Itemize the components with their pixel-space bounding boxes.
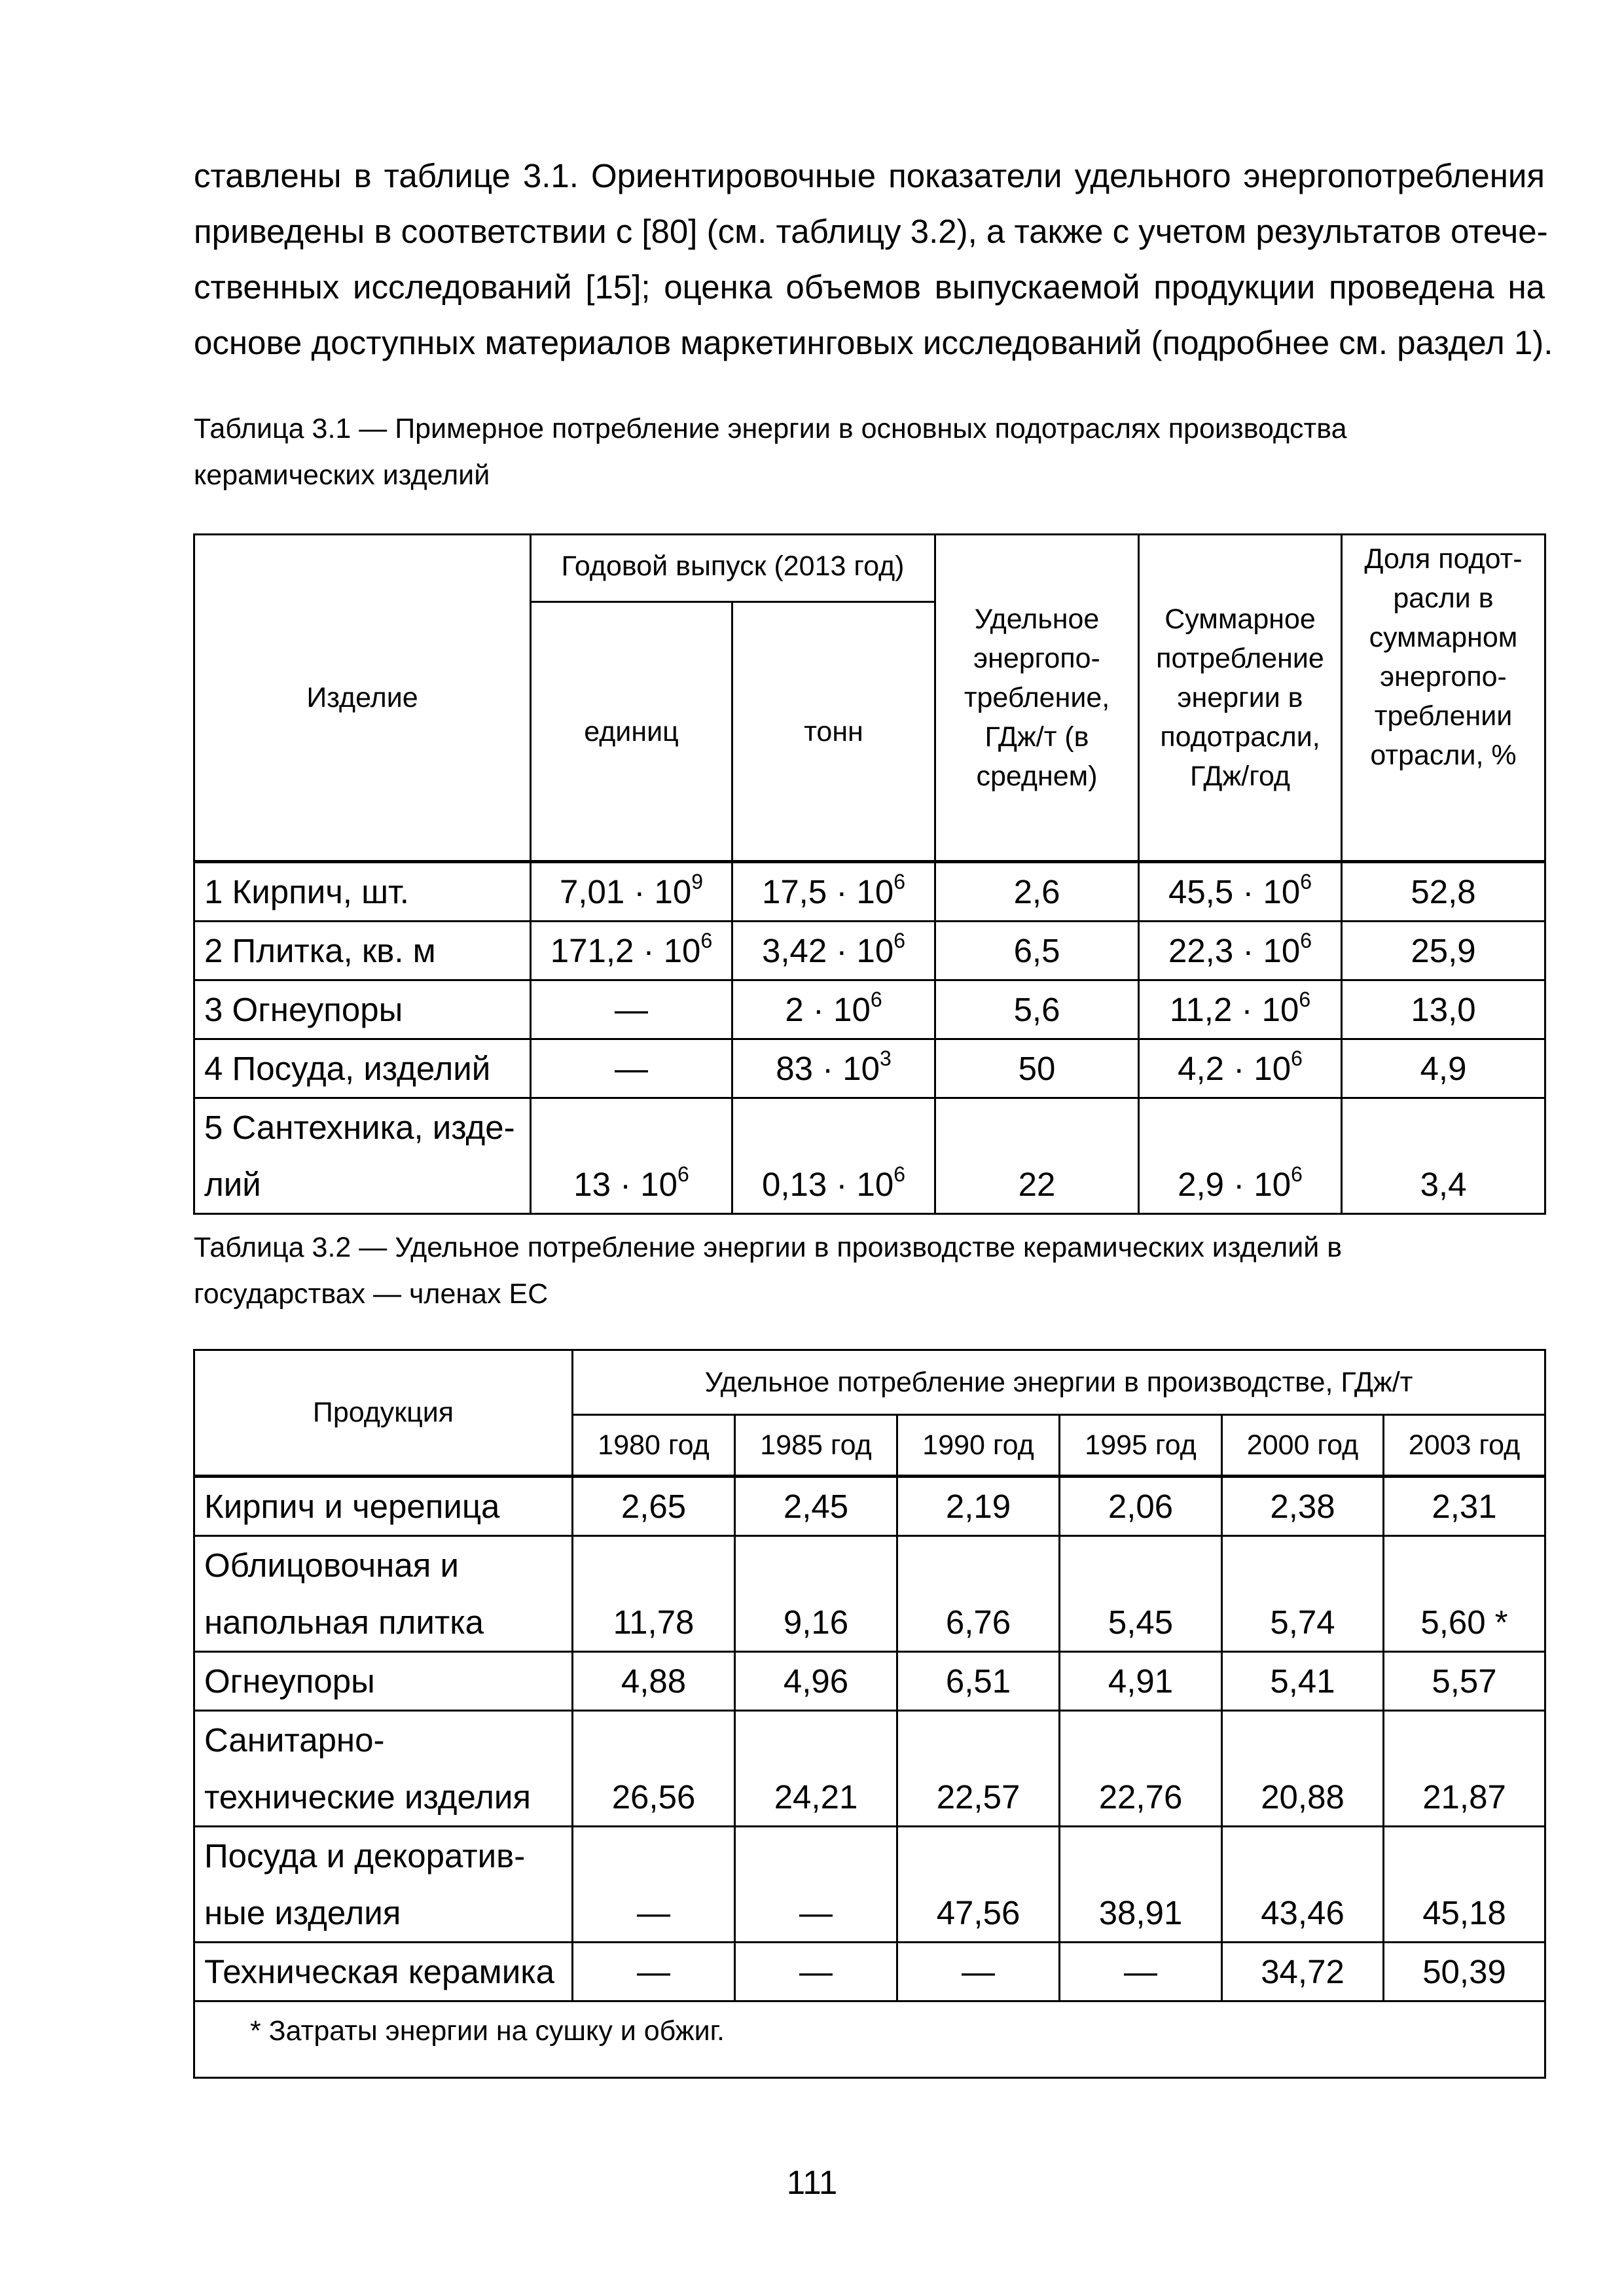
header-line: энергопо- [1380,661,1507,692]
cell-share: 4,9 [1342,1039,1545,1098]
header-total [1139,535,1342,862]
cell-value: 2,31 [1384,1477,1545,1536]
cell-specific: 2,6 [935,862,1139,922]
cell-value: 5,74 [1222,1536,1384,1652]
header-year: 1985 год [735,1415,897,1477]
table-row [194,1711,1545,1827]
cell-name: 1 Кирпич, шт. [194,862,531,922]
cell-units: — [531,980,732,1039]
cell-name: Санитарно-технические изделия [194,1711,573,1827]
cell-value: 22,57 [897,1711,1060,1827]
cell-value: 47,56 [897,1827,1060,1943]
header-product: Изделие [194,535,531,862]
cell-specific: 6,5 [935,922,1139,980]
cell-value: — [897,1943,1060,2001]
table-row [194,1039,1545,1098]
table2-caption [194,1225,1545,1318]
cell-tons: $3,42 \cdot 10^6$ [732,922,935,980]
table1-caption [194,406,1545,499]
header-line: потребление [1156,643,1324,674]
header-line: Суммарное [1164,603,1316,635]
cell-specific: 5,6 [935,980,1139,1039]
cell-value: 50,39 [1384,1943,1545,2001]
header-year: 2003 год [1384,1415,1545,1477]
cell-value: 20,88 [1222,1711,1384,1827]
cell-value: 5,41 [1222,1652,1384,1711]
header-year: 1995 год [1060,1415,1222,1477]
table-row [194,1943,1545,2001]
table-row [194,980,1545,1039]
body-line: ственных исследований [15]; оценка объемов выпускаемой продукции проведена на [194,268,1545,306]
cell-value: 2,65 [573,1477,735,1536]
cell-value: 24,21 [735,1711,897,1827]
table-row [194,1477,1545,1536]
page-number: 111 [786,2164,838,2201]
cell-value: 5,60 * [1384,1536,1545,1652]
table-row [194,1652,1545,1711]
cell-total: $11,2 \cdot 10^6$ [1139,980,1342,1039]
cell-specific: 50 [935,1039,1139,1098]
cell-name: 4 Посуда, изделий [194,1039,531,1098]
cell-name: 3 Огнеупоры [194,980,531,1039]
cell-value: 11,78 [573,1536,735,1652]
header-line: энергии в [1177,682,1303,713]
header-annual-output: Годовой выпуск (2013 год) [531,535,935,602]
header-line: Удельное [974,603,1100,635]
body-paragraph [194,148,1553,370]
header-line: ГДж/т (в [984,721,1089,753]
cell-share: 25,9 [1342,922,1545,980]
caption-line: Таблица 3.2 — Удельное потребление энергии в производстве керамических изделий в [194,1232,1343,1263]
cell-share: 52,8 [1342,862,1545,922]
cell-tons: $2 \cdot 10^6$ [732,980,935,1039]
cell-name: 2 Плитка, кв. м [194,922,531,980]
cell-value: 38,91 [1060,1827,1222,1943]
cell-value: — [573,1943,735,2001]
caption-line: Таблица 3.1 — Примерное потребление энергии в основных подотраслях производства [194,413,1347,444]
header-year: 2000 год [1222,1415,1384,1477]
cell-tons: $0,13 \cdot 10^6$ [732,1098,935,1214]
cell-value: 6,76 [897,1536,1060,1652]
cell-value: 22,76 [1060,1711,1222,1827]
header-specific [935,535,1139,862]
cell-value: 4,91 [1060,1652,1222,1711]
cell-total: $45,5 \cdot 10^6$ [1139,862,1342,922]
cell-value: 2,06 [1060,1477,1222,1536]
cell-value: 9,16 [735,1536,897,1652]
cell-name: Облицовочная и напольная плитка [194,1536,573,1652]
cell-value: 34,72 [1222,1943,1384,2001]
cell-name: Огнеупоры [194,1652,573,1711]
table-row [194,1536,1545,1652]
header-units: единиц [531,602,732,862]
cell-share: 13,0 [1342,980,1545,1039]
table-row [194,862,1545,922]
header-line: среднем) [976,761,1098,792]
cell-value: 5,45 [1060,1536,1222,1652]
cell-value: 4,88 [573,1652,735,1711]
cell-value: — [1060,1943,1222,2001]
body-line: ставлены в таблице 3.1. Ориентировочные показатели удельного энергопотребления [194,157,1545,194]
header-line: расли в [1393,583,1494,614]
cell-value: 2,19 [897,1477,1060,1536]
cell-value: 21,87 [1384,1711,1545,1827]
cell-total: $2,9 \cdot 10^6$ [1139,1098,1342,1214]
cell-units: $171,2 \cdot 10^6$ [531,922,732,980]
cell-value: — [735,1943,897,2001]
cell-total: $22,3 \cdot 10^6$ [1139,922,1342,980]
caption-line: государствах — членах ЕС [194,1278,549,1310]
cell-units: — [531,1039,732,1098]
cell-value: 6,51 [897,1652,1060,1711]
cell-name: 5 Сантехника, изде-лий [194,1098,531,1214]
body-line: приведены в соответствии с [80] (см. таблицу 3.2), а также с учетом результатов отече- [194,213,1548,250]
header-product: Продукция [194,1350,573,1477]
table1 [193,533,1546,1215]
header-line: ГДж/год [1189,761,1291,792]
header-line: Доля подот- [1364,543,1523,575]
cell-total: $4,2 \cdot 10^6$ [1139,1039,1342,1098]
header-line: суммарном [1369,622,1518,653]
cell-value: 45,18 [1384,1827,1545,1943]
cell-units: $7,01 \cdot 10^9$ [531,862,732,922]
header-tons: тонн [732,602,935,862]
header-line: подотрасли, [1160,721,1320,753]
cell-name: Посуда и декоратив-ные изделия [194,1827,573,1943]
cell-name: Кирпич и черепица [194,1477,573,1536]
cell-value: 4,96 [735,1652,897,1711]
table-row [194,922,1545,980]
cell-tons: $83 \cdot 10^3$ [732,1039,935,1098]
cell-value: — [735,1827,897,1943]
cell-tons: $17,5 \cdot 10^6$ [732,862,935,922]
header-line: требление, [964,682,1110,713]
body-line: основе доступных материалов маркетинговых исследований (подробнее см. раздел 1). [194,324,1553,361]
header-share [1342,535,1545,862]
cell-value: 5,57 [1384,1652,1545,1711]
cell-value: 26,56 [573,1711,735,1827]
cell-name: Техническая керамика [194,1943,573,2001]
header-line: треблении [1374,700,1513,732]
caption-line: керамических изделий [194,459,490,491]
table-row [194,1098,1545,1214]
header-year: 1990 год [897,1415,1060,1477]
header-line: отрасли, % [1370,740,1517,771]
cell-share: 3,4 [1342,1098,1545,1214]
cell-units: $13 \cdot 10^6$ [531,1098,732,1214]
cell-value: 2,45 [735,1477,897,1536]
header-group: Удельное потребление энергии в производстве, ГДж/т [573,1350,1545,1415]
table-note: * Затраты энергии на сушку и обжиг. [194,2001,1545,2078]
cell-value: 2,38 [1222,1477,1384,1536]
cell-value: — [573,1827,735,1943]
header-year: 1980 год [573,1415,735,1477]
cell-specific: 22 [935,1098,1139,1214]
header-line: энергопо- [973,643,1100,674]
cell-value: 43,46 [1222,1827,1384,1943]
table2 [193,1349,1546,2079]
table-row [194,1827,1545,1943]
